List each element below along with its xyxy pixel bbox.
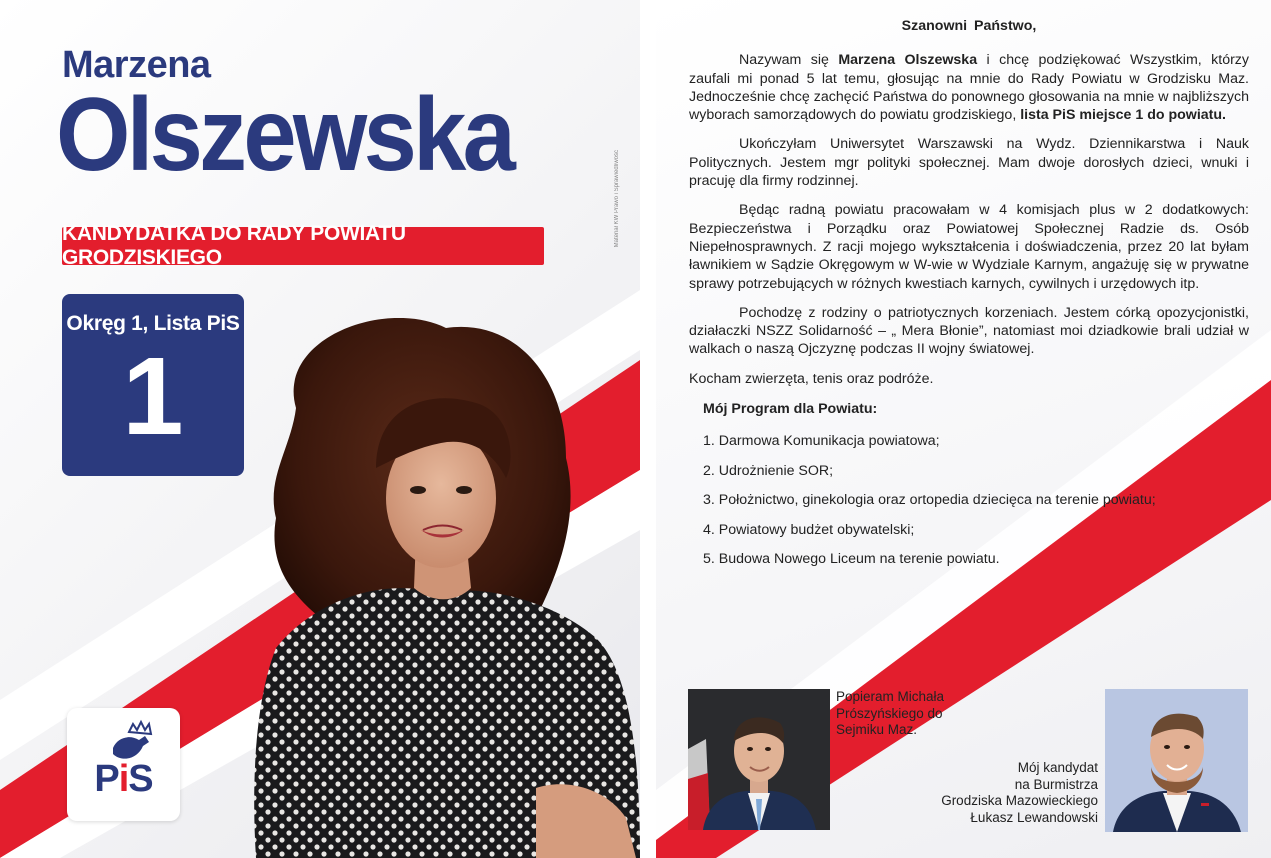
candidate-banner: KANDYDATKA DO RADY POWIATU GRODZISKIEGO [62,227,544,265]
publisher-note: Materiał KW Prawo i Sprawiedliwość [614,150,620,248]
list-item: 5. Budowa Nowego Liceum na terenie powiatu. [703,551,1000,568]
letter-body [689,17,1249,580]
list-item: 3. Położnictwo, ginekologia oraz ortopedia dziecięca na terenie powiatu; [703,492,1156,509]
list-position-bold: lista PiS miejsce 1 do powiatu. [1020,107,1226,124]
letter-paragraph-hobbies: Kocham zwierzęta, tenis oraz podróże. [689,370,934,387]
list-item: 4. Powiatowy budżet obywatelski; [703,521,915,538]
list-item: 1. Darmowa Komunikacja powiatowa; [703,433,940,450]
caption-line: Mój kandydat [1017,760,1098,775]
caption-line: Grodziska Mazowieckiego [941,793,1098,808]
pis-logo-text [67,758,180,801]
caption-line: Prószyńskiego do [836,705,943,721]
intro-text: Nazywam się [739,52,839,69]
support-caption-sejmik [836,689,944,739]
intro-text-continued: i chcę podziękować Wszystkim, którzy zaufali mi ponad 5 lat temu, głosując na mnie do Rady Powiatu w Grodzisku Maz. Jednocześnie chcę zachęcić Państwa do ponownego głosowania na mnie w najbliższych wyborach samorządowych do powiatu grodziskiego, [689,52,1249,124]
letter-paragraph-family: Pochodzę z rodziny o patriotycznych korzeniach. Jestem córką opozycjonistki, działaczki NSZZ Solidarność – „ Mera Błonie”, natomiast moi dziadkowie brali udział w walkach o naszą Ojczyznę podczas II wojny światowej. [689,304,1249,358]
logo-letter-i: i [118,758,129,800]
letter-paragraph-intro [689,51,1249,124]
district-box [62,294,244,476]
caption-line: Łukasz Lewandowski [970,809,1098,825]
pis-party-logo [67,708,180,821]
candidate-portrait [236,318,640,858]
caption-line: Sejmiku Maz. [836,722,918,737]
list-item: 2. Udrożnienie SOR; [703,462,834,479]
caption-line: Popieram Michała [836,689,945,704]
program-list [703,432,1249,568]
district-label: Okręg 1, Lista PiS [66,312,240,335]
candidate-last-name: Olszewska [56,77,513,193]
letter-paragraph-experience: Będąc radną powiatu pracowałam w 4 komisjach plus w 2 dodatkowych: Bezpieczeństwa i Porządku oraz Powiatowej Społecznej Radzie ds. Osób Niepełnosprawnych. Z racji mojego wykształcenia i doświadczenia, przez 20 lat byłam ławnikiem w Sądzie Okręgowym w W-wie w Wydziale Karnym, angażuję się w prywatne sprawy potrzebujących w różnych kwestiach karnych, cywilnych i urzędowych itp. [689,202,1249,292]
letter-greeting: Szanowni Państwo, [901,18,1037,34]
photo-lukasz-lewandowski [1105,689,1248,832]
program-title: Mój Program dla Powiatu: [703,401,878,418]
candidate-first-name: Marzena [62,44,211,86]
photo-michal-proszynski [688,689,830,830]
support-caption-mayor [941,760,1098,826]
page-gutter [640,0,656,858]
logo-letter-p: P [94,758,119,800]
caption-line: na Burmistrza [1014,776,1098,792]
candidate-name-bold: Marzena Olszewska [838,52,978,69]
logo-letter-s: S [128,758,153,800]
letter-paragraph-education: Ukończyłam Uniwersytet Warszawski na Wydz. Dziennikarstwa i Nauk Politycznych. Jestem mgr polityki społecznej. Mam dwoje dorosłych dzieci, wnuki i pracuję dla firmy rodzinnej. [689,136,1249,190]
list-position-number: 1 [122,335,184,458]
